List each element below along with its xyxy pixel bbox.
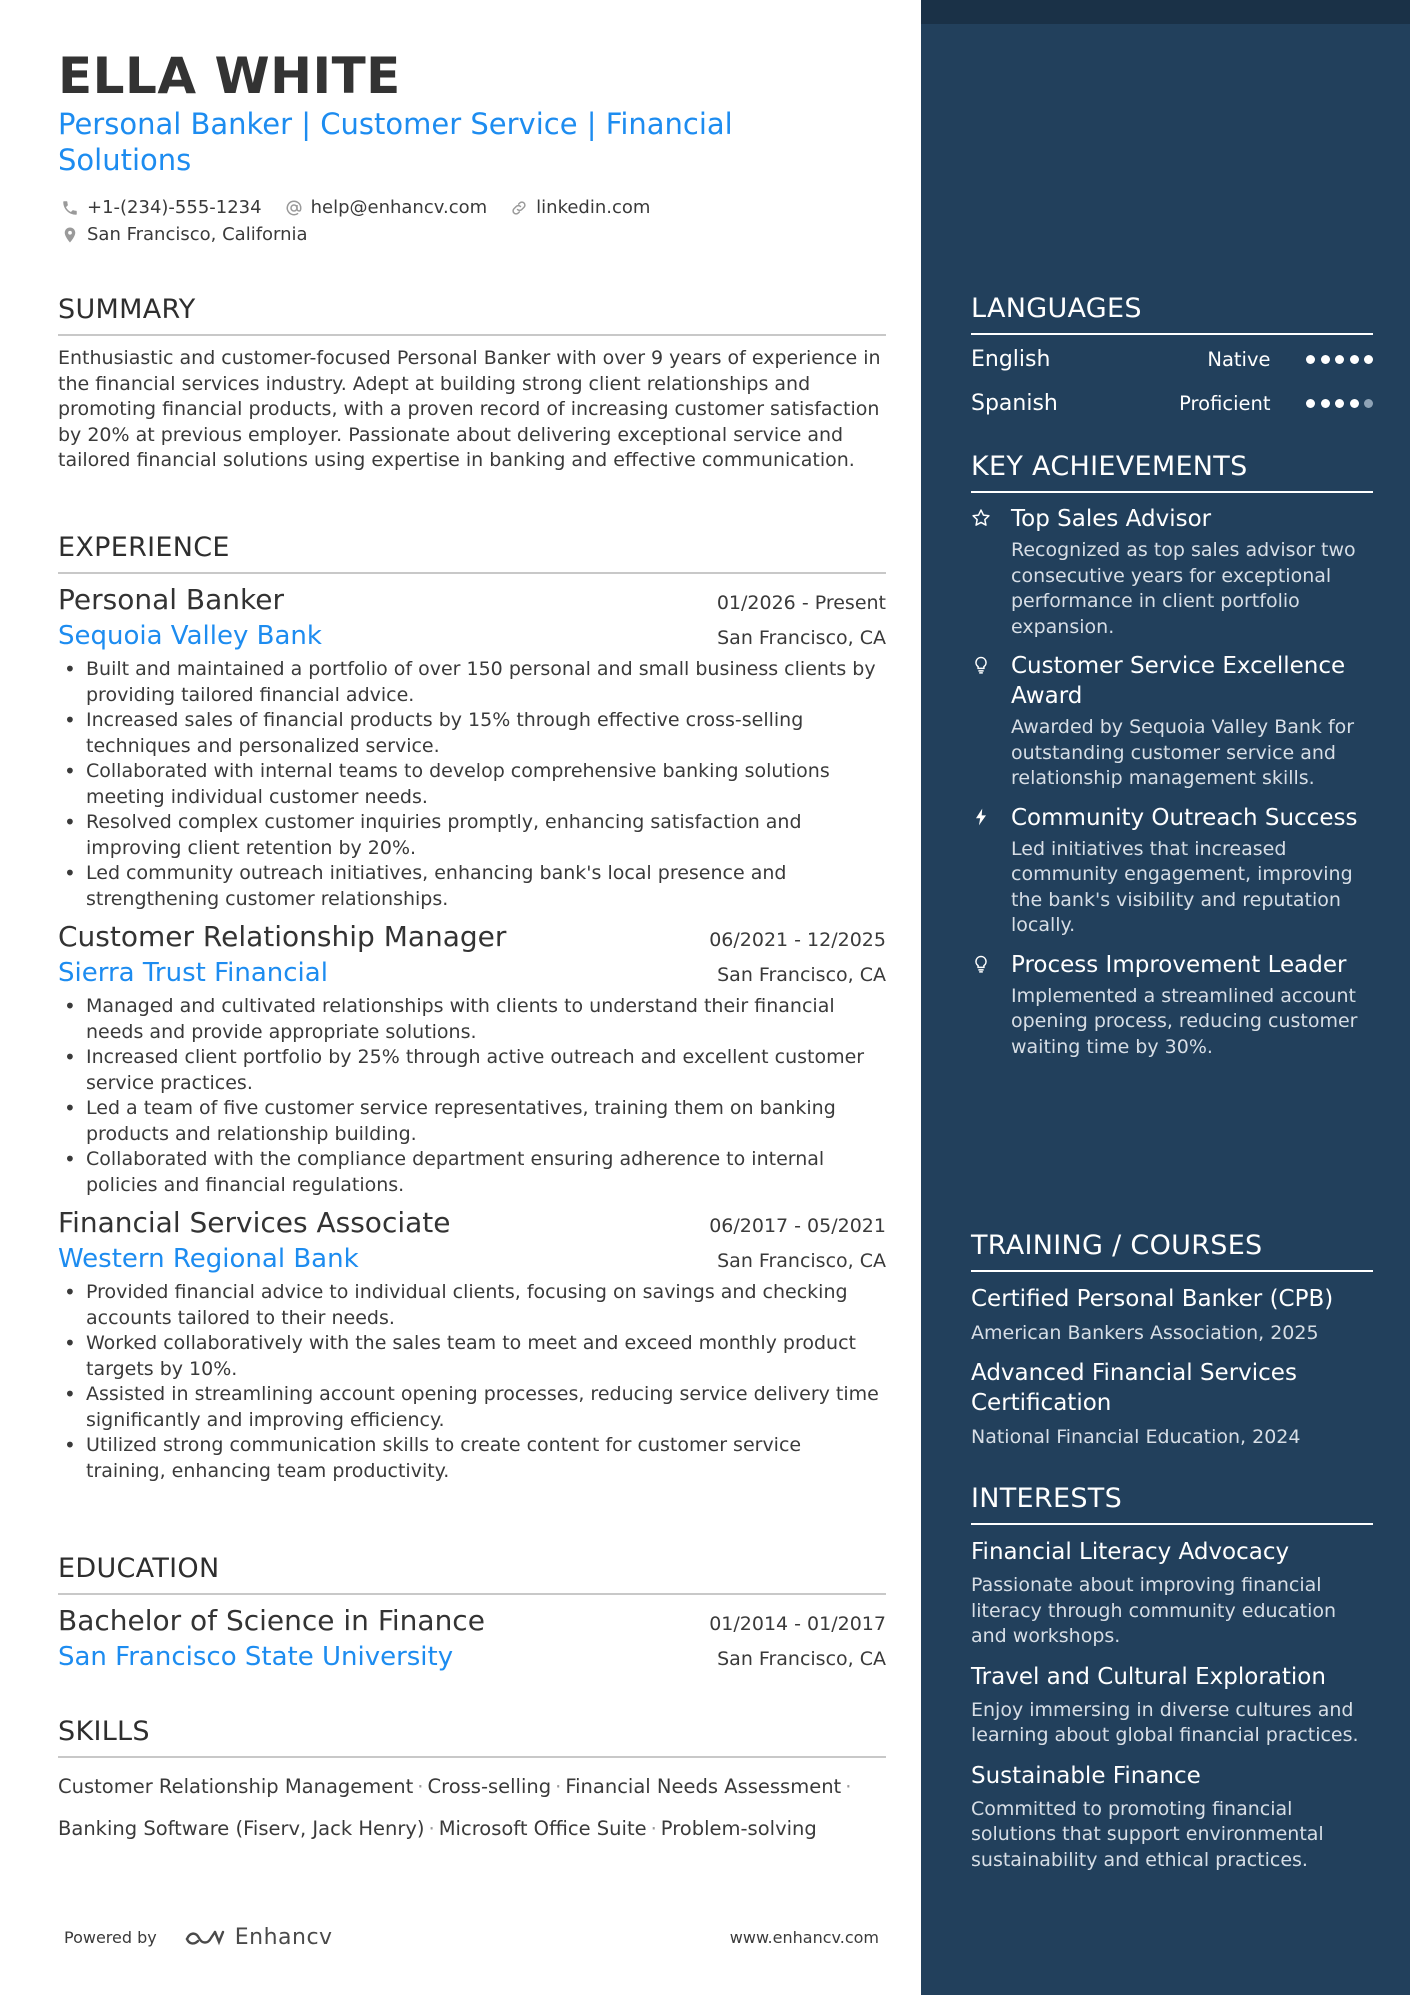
education-location: San Francisco, CA: [717, 1648, 886, 1670]
location-contact: [60, 224, 308, 245]
course-provider: National Financial Education, 2024: [971, 1426, 1301, 1448]
language-item: [971, 337, 1373, 381]
dot-filled: [1335, 399, 1344, 408]
skill-separator: ·: [845, 1775, 852, 1798]
skill-item: Microsoft Office Suite: [438, 1817, 647, 1840]
job-title: Financial Services Associate: [58, 1206, 451, 1239]
achievement-desc: Recognized as top sales advisor two consecutive years for exceptional performance in client portfolio expansion.: [1011, 539, 1356, 638]
achievement-desc: Awarded by Sequoia Valley Bank for outstanding customer service and relationship management skills.: [1011, 716, 1355, 789]
languages-section: [971, 293, 1373, 425]
achievement-title: Customer Service Excellence Award: [1011, 653, 1346, 709]
interest-desc: Passionate about improving financial literacy through community education and workshops.: [971, 1574, 1337, 1647]
course-title: Certified Personal Banker (CPB): [971, 1286, 1334, 1312]
sidebar: [921, 0, 1410, 1995]
interest-item: [971, 1761, 1373, 1874]
achievement-item: [971, 651, 1373, 792]
candidate-name: ELLA WHITE: [58, 47, 401, 105]
proficiency-dots: [1301, 399, 1374, 408]
job-title: Customer Relationship Manager: [58, 920, 507, 953]
star-icon: [971, 504, 1001, 640]
lightbulb-icon: [971, 950, 1001, 1061]
interest-item: [971, 1662, 1373, 1749]
contact-info: [60, 194, 860, 248]
enhancv-brand: Enhancv: [234, 1925, 333, 1950]
education-date: 01/2014 - 01/2017: [709, 1613, 886, 1635]
course-title: Advanced Financial Services Certification: [971, 1360, 1297, 1416]
interests-heading: INTERESTS: [971, 1483, 1373, 1525]
achievement-item: [971, 504, 1373, 640]
dot-filled: [1350, 355, 1359, 364]
language-item: [971, 381, 1373, 425]
linkedin-text: linkedin.com: [536, 197, 651, 218]
location-text: San Francisco, California: [87, 224, 308, 245]
job-entry: [58, 920, 886, 1198]
achievement-item: [971, 803, 1373, 939]
language-level: Proficient: [1179, 391, 1271, 415]
job-location: San Francisco, CA: [717, 627, 886, 649]
education-heading: EDUCATION: [58, 1553, 886, 1595]
course-item: [971, 1284, 1373, 1346]
bullet-item: • Collaborated with the compliance department ensuring adherence to internal policies and financial regulations.: [58, 1147, 886, 1198]
lightbulb-icon: [971, 651, 1001, 792]
job-entry: [58, 583, 886, 912]
company-name: Sequoia Valley Bank: [58, 621, 322, 651]
job-location: San Francisco, CA: [717, 964, 886, 986]
bullet-item: • Increased sales of financial products by 15% through effective cross-selling techniques and personalized service.: [58, 708, 886, 759]
powered-by-label: Powered by: [64, 1928, 157, 1947]
job-location: San Francisco, CA: [717, 1250, 886, 1272]
bullet-item: • Worked collaboratively with the sales team to meet and exceed monthly product targets by 10%.: [58, 1331, 886, 1382]
course-item: [971, 1358, 1373, 1450]
achievement-desc: Implemented a streamlined account opening process, reducing customer waiting time by 30%.: [1011, 984, 1358, 1058]
company-name: Western Regional Bank: [58, 1244, 359, 1274]
experience-section: [58, 532, 886, 1484]
bullet-item: • Led community outreach initiatives, enhancing bank's local presence and strengthening customer relationships.: [58, 861, 886, 912]
achievement-title: Community Outreach Success: [1011, 804, 1358, 831]
website-link[interactable]: www.enhancv.com: [729, 1928, 879, 1947]
phone-text: +1-(234)-555-1234: [87, 197, 262, 218]
job-bullets: [58, 1280, 886, 1484]
education-section: [58, 1553, 886, 1672]
summary-section: [58, 294, 886, 474]
interests-section: [971, 1483, 1373, 1873]
skill-item: Financial Needs Assessment: [565, 1775, 842, 1798]
bullet-item: • Assisted in streamlining account opening processes, reducing service delivery time significantly and improving efficiency.: [58, 1382, 886, 1433]
job-bullets: [58, 657, 886, 912]
bullet-item: • Built and maintained a portfolio of over 150 personal and small business clients by providing tailored financial advice.: [58, 657, 886, 708]
skill-item: Problem-solving: [660, 1817, 817, 1840]
interest-title: Travel and Cultural Exploration: [971, 1663, 1326, 1690]
enhancv-logo[interactable]: [183, 1925, 333, 1950]
education-entry: [58, 1604, 886, 1672]
interest-item: [971, 1537, 1373, 1650]
bullet-item: • Led a team of five customer service representatives, training them on banking products and relationship building.: [58, 1096, 886, 1147]
achievements-section: [971, 451, 1373, 1060]
achievements-heading: KEY ACHIEVEMENTS: [971, 451, 1373, 493]
email-contact[interactable]: [284, 197, 488, 218]
location-pin-icon: [60, 225, 80, 245]
job-entry: [58, 1206, 886, 1484]
skills-section: [58, 1716, 886, 1850]
bullet-item: • Resolved complex customer inquiries promptly, enhancing satisfaction and improving client retention by 20%.: [58, 810, 886, 861]
bullet-item: • Utilized strong communication skills to create content for customer service training, enhancing team productivity.: [58, 1433, 886, 1484]
skills-heading: SKILLS: [58, 1716, 886, 1758]
degree-title: Bachelor of Science in Finance: [58, 1604, 485, 1637]
dot-filled: [1335, 355, 1344, 364]
training-heading: TRAINING / COURSES: [971, 1230, 1373, 1272]
skill-separator: ·: [555, 1775, 562, 1798]
achievement-title: Top Sales Advisor: [1011, 506, 1212, 532]
dot-filled: [1306, 399, 1315, 408]
headline: Personal Banker | Customer Service | Financial Solutions: [58, 107, 733, 177]
phone-icon: [60, 198, 80, 218]
skill-separator: ·: [428, 1817, 435, 1840]
phone-contact[interactable]: [60, 197, 262, 218]
lightning-icon: [971, 803, 1001, 939]
job-date: 06/2021 - 12/2025: [709, 929, 886, 951]
bullet-item: • Provided financial advice to individual clients, focusing on savings and checking accounts tailored to their needs.: [58, 1280, 886, 1331]
proficiency-dots: [1301, 355, 1374, 364]
interest-title: Financial Literacy Advocacy: [971, 1539, 1290, 1565]
school-name: San Francisco State University: [58, 1642, 454, 1672]
interest-desc: Committed to promoting financial solutions that support environmental sustainability and ethical practices.: [971, 1797, 1324, 1871]
interest-desc: Enjoy immersing in diverse cultures and learning about global financial practices.: [971, 1698, 1359, 1746]
enhancv-logo-icon: [183, 1926, 229, 1950]
language-name: English: [971, 346, 1051, 372]
at-icon: [284, 198, 304, 218]
job-bullets: [58, 994, 886, 1198]
achievement-item: [971, 950, 1373, 1061]
summary-text: Enthusiastic and customer-focused Personal Banker with over 9 years of experience in the financial services industry. Adept at building strong client relationships and promoting financial products, with a proven record of increasing customer satisfaction by 20% at previous employer. Passionate about delivering exceptional service and tailored financial solutions using expertise in banking and effective communication.: [58, 347, 881, 471]
achievement-title: Process Improvement Leader: [1011, 951, 1347, 978]
dot-filled: [1306, 355, 1315, 364]
training-section: [971, 1230, 1373, 1450]
skills-list: [58, 1766, 886, 1850]
interest-title: Sustainable Finance: [971, 1762, 1201, 1789]
dot-filled: [1364, 355, 1373, 364]
job-date: 06/2017 - 05/2021: [709, 1215, 886, 1237]
bullet-item: • Increased client portfolio by 25% through active outreach and excellent customer service practices.: [58, 1045, 886, 1096]
footer: [64, 1925, 879, 1950]
achievement-desc: Led initiatives that increased community engagement, improving the bank's visibility and reputation locally.: [1011, 837, 1353, 936]
bullet-item: • Managed and cultivated relationships with clients to understand their financial needs and provide appropriate solutions.: [58, 994, 886, 1045]
dot-filled: [1350, 399, 1359, 408]
language-name: Spanish: [971, 390, 1058, 416]
skill-item: Banking Software (Fiserv, Jack Henry): [58, 1817, 425, 1840]
job-date: 01/2026 - Present: [716, 592, 886, 614]
course-provider: American Bankers Association, 2025: [971, 1322, 1319, 1344]
company-name: Sierra Trust Financial: [58, 958, 328, 988]
skill-item: Customer Relationship Management: [58, 1775, 414, 1798]
language-level: Native: [1207, 347, 1271, 371]
languages-heading: LANGUAGES: [971, 293, 1373, 335]
sidebar-top-band: [921, 0, 1410, 24]
linkedin-contact[interactable]: [509, 197, 650, 218]
bullet-item: • Collaborated with internal teams to develop comprehensive banking solutions meeting individual customer needs.: [58, 759, 886, 810]
link-icon: [509, 198, 529, 218]
dot-filled: [1321, 355, 1330, 364]
skill-item: Cross-selling: [427, 1775, 552, 1798]
dot-empty: [1364, 399, 1373, 408]
dot-filled: [1321, 399, 1330, 408]
summary-heading: SUMMARY: [58, 294, 886, 336]
skill-separator: ·: [650, 1817, 657, 1840]
experience-heading: EXPERIENCE: [58, 532, 886, 574]
job-title: Personal Banker: [58, 583, 284, 616]
skill-separator: ·: [417, 1775, 424, 1798]
email-text: help@enhancv.com: [310, 197, 488, 218]
